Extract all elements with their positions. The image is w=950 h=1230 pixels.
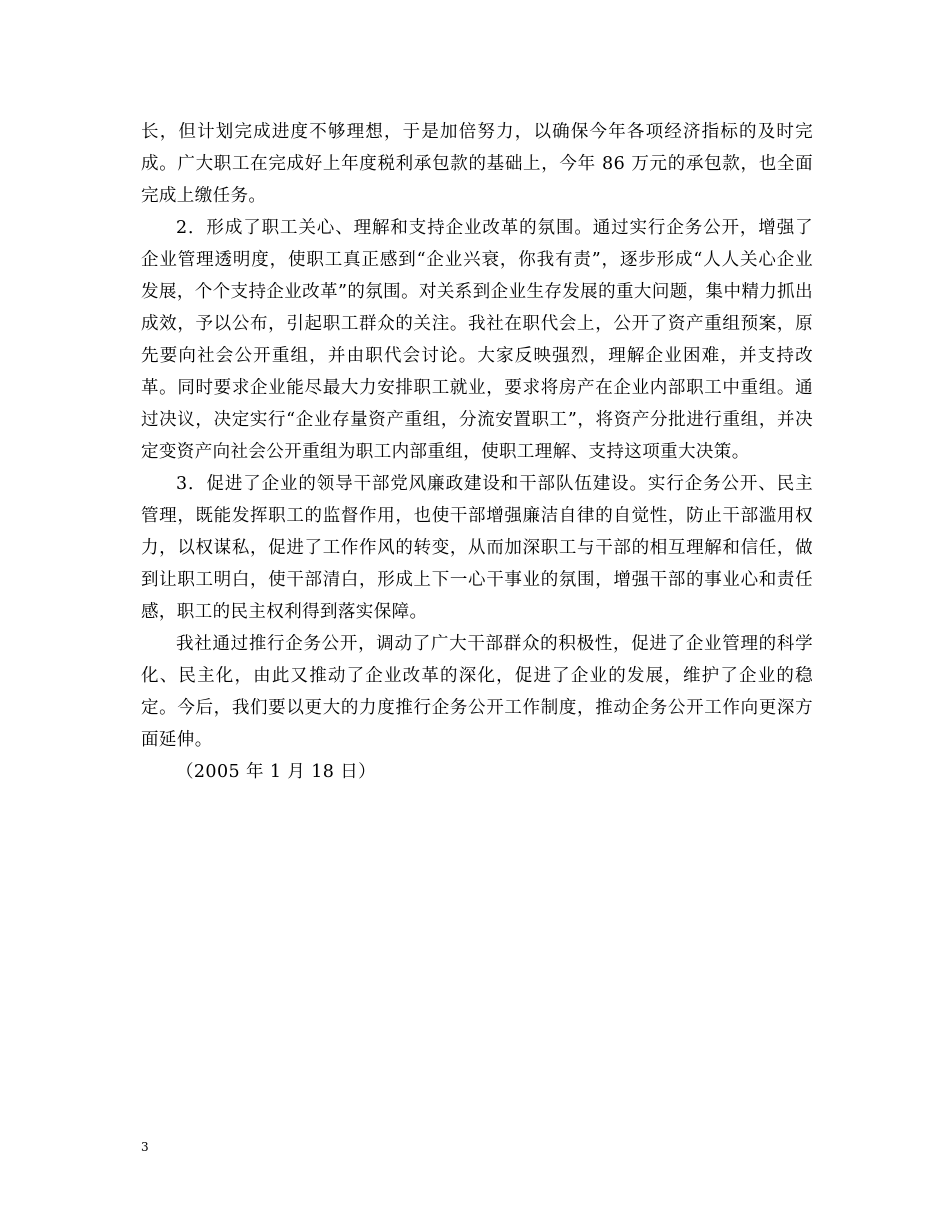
paragraph-point-2: 2．形成了职工关心、理解和支持企业改革的氛围。通过实行企务公开，增强了企业管理透明度，使职工真正感到“企业兴衰，你我有责”，逐步形成“人人关心企业发展，个个支持企业改革”的氛围。对关系到企业生存发展的重大问题，集中精力抓出成效，予以公布，引起职工群众的关注。我社在职代会上，公开了资产重组预案，原先要向社会公开重组，并由职代会讨论。大家反映强烈，理解企业困难，并支持改革。同时要求企业能尽最大力安排职工就业，要求将房产在企业内部职工中重组。通过决议，决定实行“企业存量资产重组，分流安置职工”，将资产分批进行重组，并决定变资产向社会公开重组为职工内部重组，使职工理解、支持这项重大决策。: [141, 218, 813, 462]
page-number: 3: [141, 1140, 149, 1154]
paragraph-continued: 长，但计划完成进度不够理想，于是加倍努力，以确保今年各项经济指标的及时完成。广大职工在完成好上年度税利承包款的基础上，今年 86 万元的承包款，也全面完成上缴任务。: [141, 122, 813, 206]
paragraph-conclusion: 我社通过推行企务公开，调动了广大干部群众的积极性，促进了企业管理的科学化、民主化，由此又推动了企业改革的深化，促进了企业的发展，维护了企业的稳定。今后，我们要以更大的力度推行企务公开工作制度，推动企务公开工作向更深方面延伸。: [141, 634, 813, 750]
document-body: [141, 116, 813, 788]
document-date: （2005 年 1 月 18 日）: [176, 762, 377, 782]
paragraph-point-3: 3．促进了企业的领导干部党风廉政建设和干部队伍建设。实行企务公开、民主管理，既能发挥职工的监督作用，也使干部增强廉洁自律的自觉性，防止干部滥用权力，以权谋私，促进了工作作风的转变，从而加深职工与干部的相互理解和信任，做到让职工明白，使干部清白，形成上下一心干事业的氛围，增强干部的事业心和责任感，职工的民主权利得到落实保障。: [141, 474, 813, 622]
